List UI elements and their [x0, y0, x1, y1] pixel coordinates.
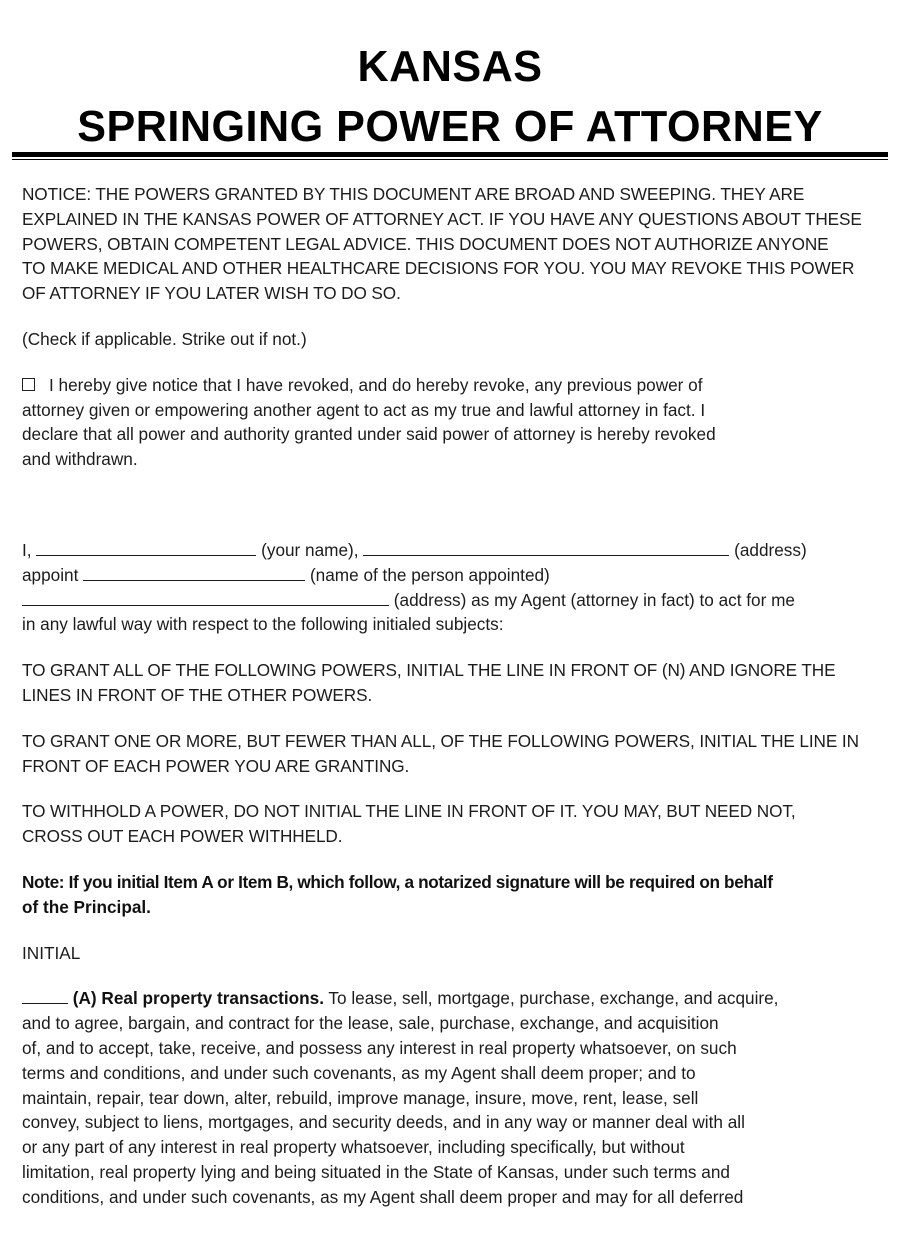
item-a-heading: (A) Real property transactions. — [72, 988, 324, 1009]
notice-paragraph — [22, 182, 884, 306]
item-a-line: or any part of any interest in real property whatsoever, including specifically, but without — [22, 1137, 685, 1158]
revocation-paragraph — [22, 373, 884, 472]
your-name-label: (your name), — [261, 539, 359, 560]
notice-line: TO MAKE MEDICAL AND OTHER HEALTHCARE DECISIONS FOR YOU. YOU MAY REVOKE THIS POWER — [22, 258, 855, 279]
document-title: SPRINGING POWER OF ATTORNEY — [77, 102, 823, 151]
grant-some-instruction — [22, 729, 884, 779]
your-name-field[interactable] — [36, 539, 256, 556]
item-a-line: and to agree, bargain, and contract for the lease, sale, purchase, exchange, and acquisition — [22, 1013, 719, 1034]
note-line: Note: If you initial Item A or Item B, which follow, a notarized signature will be required on behalf — [22, 871, 773, 892]
title-rule-thick — [12, 152, 888, 157]
address-label: (address) — [734, 539, 807, 560]
notice-line: EXPLAINED IN THE KANSAS POWER OF ATTORNEY ACT. IF YOU HAVE ANY QUESTIONS ABOUT THESE — [22, 208, 862, 229]
instruction-line: FRONT OF EACH POWER YOU ARE GRANTING. — [22, 755, 410, 776]
item-a-line: terms and conditions, and under such covenants, as my Agent shall deem proper; and to — [22, 1062, 696, 1083]
item-a-line: convey, subject to liens, mortgages, and security deeds, and in any way or manner deal with all — [22, 1112, 745, 1133]
notice-line: NOTICE: THE POWERS GRANTED BY THIS DOCUMENT ARE BROAD AND SWEEPING. THEY ARE — [22, 184, 805, 204]
item-a-initial-field[interactable] — [22, 987, 68, 1004]
notarization-note — [22, 870, 884, 920]
agent-address-field[interactable] — [22, 589, 389, 606]
instruction-line: TO WITHHOLD A POWER, DO NOT INITIAL THE LINE IN FRONT OF IT. YOU MAY, BUT NEED NOT, — [22, 801, 796, 822]
instruction-line: TO GRANT ONE OR MORE, BUT FEWER THAN ALL, OF THE FOLLOWING POWERS, INITIAL THE LINE IN — [22, 730, 859, 751]
item-a-line: maintain, repair, tear down, alter, rebuild, improve manage, insure, move, rent, lease, sell — [22, 1087, 699, 1108]
instruction-line: TO GRANT ALL OF THE FOLLOWING POWERS, INITIAL THE LINE IN FRONT OF (N) AND IGNORE THE — [22, 660, 836, 681]
title-rule-thin — [12, 159, 888, 160]
instruction-line: CROSS OUT EACH POWER WITHHELD. — [22, 826, 343, 847]
appointment-paragraph — [22, 538, 884, 637]
instruction-line: LINES IN FRONT OF THE OTHER POWERS. — [22, 684, 373, 705]
grant-all-instruction — [22, 658, 884, 708]
initial-heading: INITIAL — [22, 942, 81, 963]
withhold-instruction — [22, 799, 884, 849]
item-a-line: limitation, real property lying and being situated in the State of Kansas, under such terms and — [22, 1161, 730, 1182]
appointment-last-line: in any lawful way with respect to the following initialed subjects: — [22, 614, 504, 635]
document-body — [22, 182, 884, 1210]
agent-name-field[interactable] — [83, 564, 305, 581]
notice-line: POWERS, OBTAIN COMPETENT LEGAL ADVICE. THIS DOCUMENT DOES NOT AUTHORIZE ANYONE — [22, 233, 829, 254]
notice-line: OF ATTORNEY IF YOU LATER WISH TO DO SO. — [22, 283, 401, 304]
item-a-text: To lease, sell, mortgage, purchase, exchange, and acquire, — [323, 988, 779, 1009]
your-address-field[interactable] — [363, 539, 729, 556]
revocation-line: attorney given or empowering another agent to act as my true and lawful attorney in fact. I — [22, 399, 706, 420]
revocation-line: I hereby give notice that I have revoked, and do hereby revoke, any previous power of — [49, 374, 703, 395]
agent-address-label: (address) as my Agent (attorney in fact) to act for me — [393, 589, 795, 610]
revocation-line: declare that all power and authority granted under said power of attorney is hereby revoked — [22, 424, 716, 445]
empty-checkbox-icon[interactable] — [22, 378, 35, 391]
agent-name-label: (name of the person appointed) — [309, 564, 550, 585]
document-title-state: KANSAS — [357, 42, 543, 91]
item-a-real-property — [22, 986, 884, 1209]
prefix-i: I, — [22, 539, 32, 560]
note-line: of the Principal. — [22, 896, 151, 917]
check-instruction: (Check if applicable. Strike out if not.) — [22, 328, 307, 349]
item-a-line: conditions, and under such covenants, as my Agent shall deem proper and may for all deferred — [22, 1186, 744, 1207]
revocation-line: and withdrawn. — [22, 449, 138, 470]
item-a-line: of, and to accept, take, receive, and possess any interest in real property whatsoever, on such — [22, 1037, 737, 1058]
appoint-label: appoint — [22, 564, 79, 585]
